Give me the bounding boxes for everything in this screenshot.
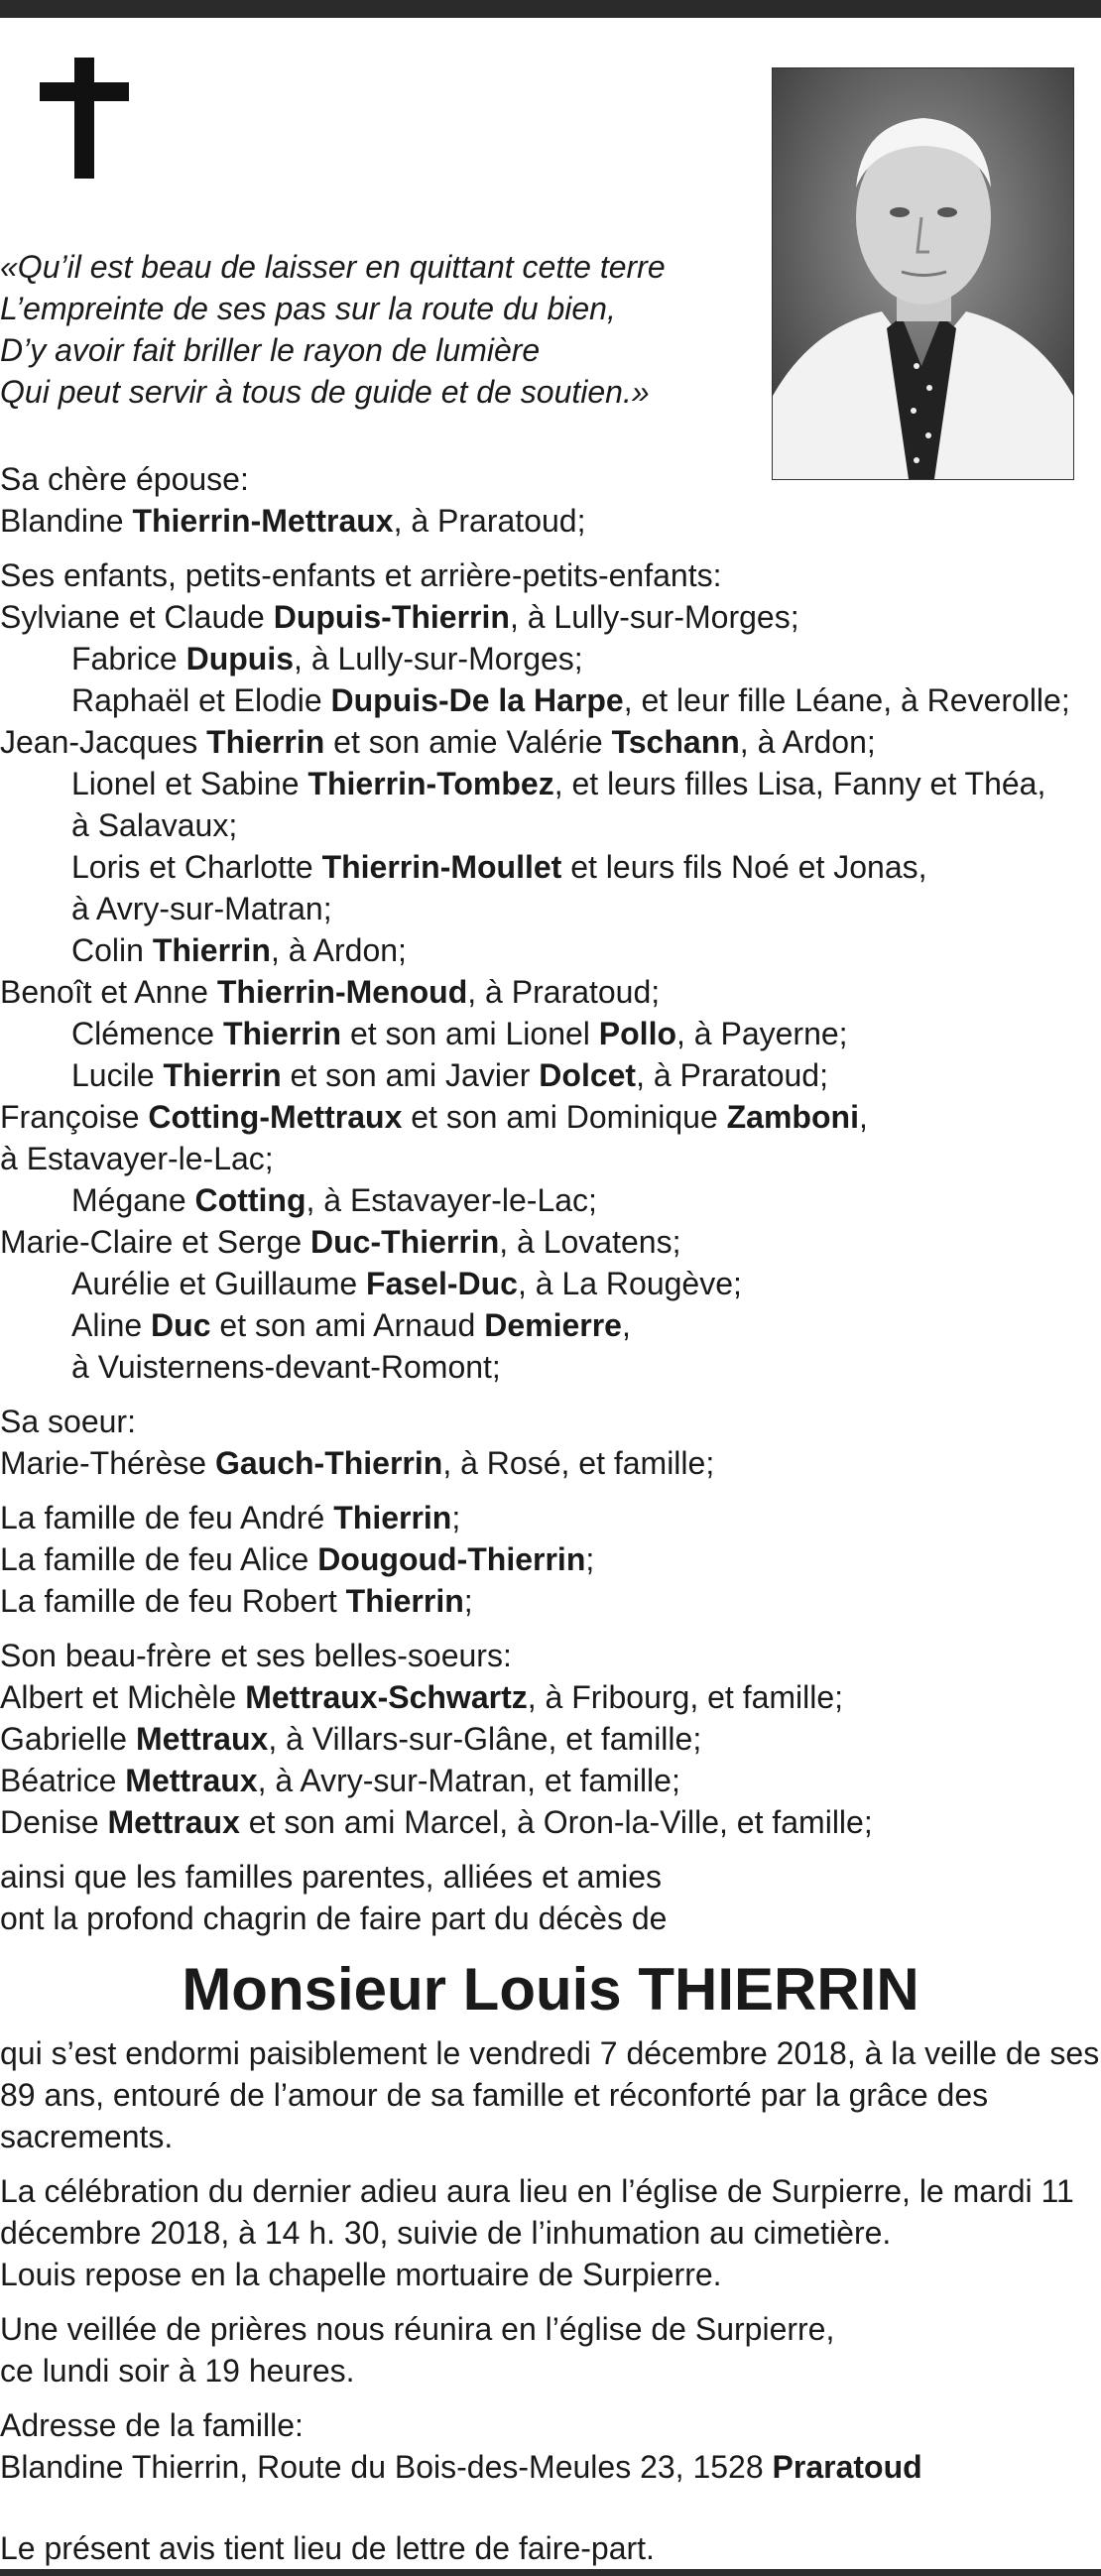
announcement-line: ont la profond chagrin de faire part du décès de (0, 1901, 668, 1936)
family-line: Colin Thierrin, à Ardon; (71, 932, 407, 968)
family-line: Aline Duc et son ami Arnaud Demierre, (71, 1307, 631, 1343)
cross-icon (40, 58, 129, 179)
family-line: Fabrice Dupuis, à Lully-sur-Morges; (71, 641, 583, 676)
poem-line: L’empreinte de ses pas sur la route du bien, (0, 291, 616, 326)
family-line: Denise Mettraux et son ami Marcel, à Oron-la-Ville, et famille; (0, 1804, 873, 1840)
family-line: à Avry-sur-Matran; (71, 891, 332, 926)
family-line: La famille de feu André Thierrin; (0, 1500, 461, 1535)
family-line: Lucile Thierrin et son ami Javier Dolcet, à Praratoud; (71, 1057, 828, 1093)
announcement-line: ainsi que les familles parentes, alliées et amies (0, 1859, 662, 1895)
portrait-photo (772, 67, 1074, 480)
family-line: Lionel et Sabine Thierrin-Tombez, et leurs filles Lisa, Fanny et Théa, (71, 766, 1046, 801)
family-line: à Vuisternens-devant-Romont; (71, 1349, 501, 1385)
family-line: La famille de feu Robert Thierrin; (0, 1583, 473, 1619)
poem-line: «Qu’il est beau de laisser en quittant cette terre (0, 249, 666, 285)
family-line: Benoît et Anne Thierrin-Menoud, à Praratoud; (0, 974, 661, 1010)
family-line: Albert et Michèle Mettraux-Schwartz, à Fribourg, et famille; (0, 1679, 844, 1715)
family-line: Gabrielle Mettraux, à Villars-sur-Glâne, et famille; (0, 1721, 702, 1757)
family-line: La famille de feu Alice Dougoud-Thierrin; (0, 1541, 595, 1577)
spouse-line: Blandine Thierrin-Mettraux, à Praratoud; (0, 503, 586, 539)
ceremony-text: La célébration du dernier adieu aura lieu en l’église de Surpierre, le mardi 11 décembre 2018, à 14 h. 30, suivie de l’inhumation au cimetière. (0, 2173, 1074, 2251)
family-line: à Estavayer-le-Lac; (0, 1141, 274, 1176)
inlaws-heading: Son beau-frère et ses belles-soeurs: (0, 1638, 512, 1673)
poem-line: D’y avoir fait briller le rayon de lumière (0, 332, 541, 368)
family-line: à Salavaux; (71, 807, 238, 843)
repose-text: Louis repose en la chapelle mortuaire de Surpierre. (0, 2257, 722, 2292)
family-line: Marie-Thérèse Gauch-Thierrin, à Rosé, et famille; (0, 1445, 715, 1481)
obituary-body (0, 458, 1101, 2569)
family-line: Sylviane et Claude Dupuis-Thierrin, à Lully-sur-Morges; (0, 599, 799, 635)
family-line: Clémence Thierrin et son ami Lionel Pollo, à Payerne; (71, 1016, 848, 1051)
family-line: Aurélie et Guillaume Fasel-Duc, à La Rougève; (71, 1266, 742, 1301)
family-line: Loris et Charlotte Thierrin-Moullet et leurs fils Noé et Jonas, (71, 849, 927, 885)
spouse-heading: Sa chère épouse: (0, 461, 249, 497)
top-rule (0, 0, 1101, 18)
children-heading: Ses enfants, petits-enfants et arrière-petits-enfants: (0, 557, 722, 593)
poem (0, 246, 754, 413)
family-line: Béatrice Mettraux, à Avry-sur-Matran, et famille; (0, 1763, 680, 1798)
family-line: Mégane Cotting, à Estavayer-le-Lac; (71, 1182, 597, 1218)
vigil-line: ce lundi soir à 19 heures. (0, 2353, 355, 2389)
address-line: Blandine Thierrin, Route du Bois-des-Meules 23, 1528 Praratoud (0, 2449, 922, 2485)
deceased-name: Monsieur Louis THIERRIN (182, 1956, 919, 2023)
address-heading: Adresse de la famille: (0, 2407, 304, 2443)
closing-text: Le présent avis tient lieu de lettre de faire-part. (0, 2530, 655, 2566)
bottom-rule (0, 2569, 1101, 2576)
vigil-line: Une veillée de prières nous réunira en l’église de Surpierre, (0, 2311, 835, 2347)
family-line: Françoise Cotting-Mettraux et son ami Dominique Zamboni, (0, 1099, 868, 1135)
family-line: Raphaël et Elodie Dupuis-De la Harpe, et leur fille Léane, à Reverolle; (71, 682, 1070, 718)
family-line: Jean-Jacques Thierrin et son amie Valérie Tschann, à Ardon; (0, 724, 876, 760)
sister-heading: Sa soeur: (0, 1404, 136, 1439)
poem-line: Qui peut servir à tous de guide et de soutien.» (0, 374, 650, 410)
passing-text: qui s’est endormi paisiblement le vendredi 7 décembre 2018, à la veille de ses 89 ans, entouré de l’amour de sa famille et réconforté par la grâce des sacrements. (0, 2035, 1100, 2154)
family-line: Marie-Claire et Serge Duc-Thierrin, à Lovatens; (0, 1224, 681, 1260)
